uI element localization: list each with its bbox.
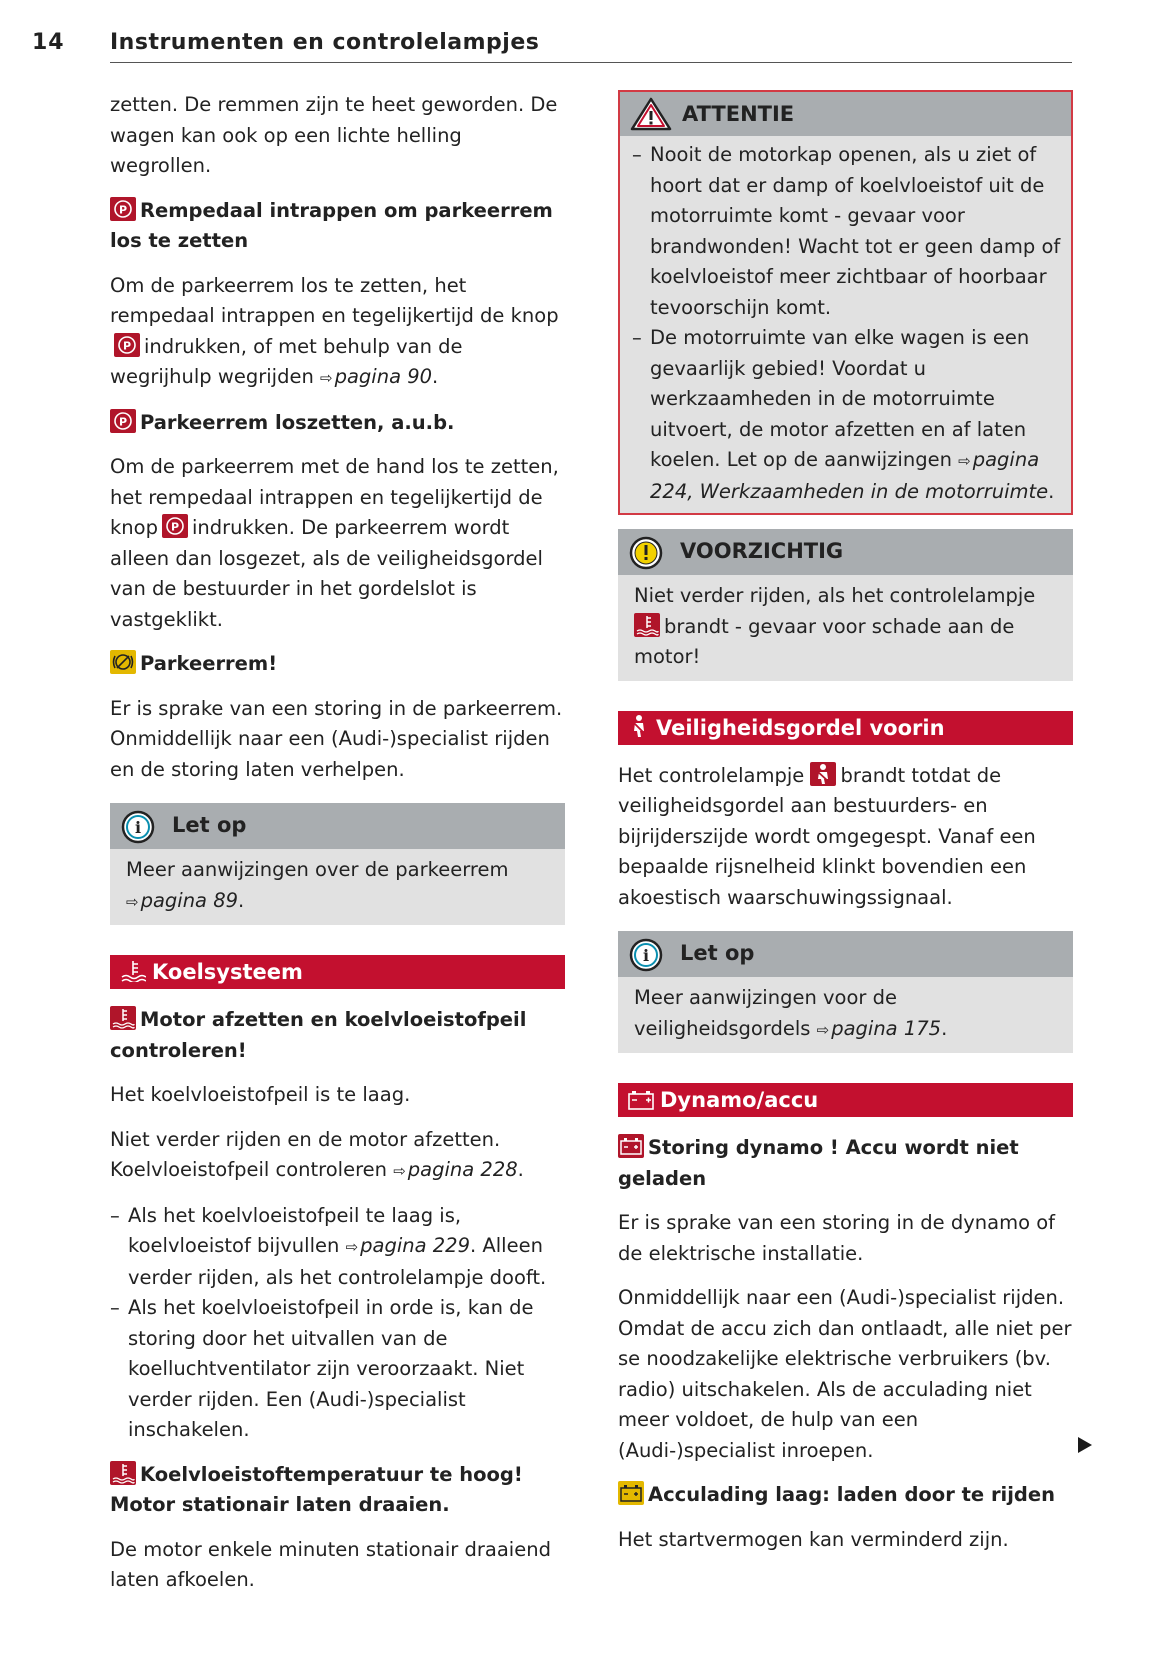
cooling-level-text: Het koelvloeistofpeil is te laag.: [110, 1083, 411, 1106]
release-please-text-a: Om de parkeerrem met de hand los te zetten, het rempedaal intrappen en tegelijkertijd de knop: [110, 455, 559, 539]
brake-p-icon: [110, 197, 136, 221]
cooling-level-heading-text: Motor afzetten en koelvloeistofpeil controleren!: [110, 1008, 527, 1062]
arrow-right-icon: ⇨: [958, 452, 971, 470]
caution-box: [618, 529, 1073, 681]
coolant-icon: [634, 613, 660, 637]
seatbelt-icon: [628, 714, 650, 748]
section-seatbelt: [618, 711, 1073, 745]
page-link[interactable]: [393, 1158, 517, 1181]
list-item-text: Als het koelvloeistofpeil te laag is, koelvloeistof bijvullen: [128, 1203, 462, 1257]
arrow-right-icon: ⇨: [393, 1162, 406, 1180]
belt-text-a: Het controlelampje: [618, 763, 805, 787]
attention-header: [620, 92, 1071, 136]
fault-text: Er is sprake van een storing in de parkeerrem. Onmiddellijk naar een (Audi-)specialist rijden en de storing laten verhelpen.: [110, 696, 563, 781]
caution-text-b: brandt - gevaar voor schade aan de motor!: [634, 614, 1015, 668]
cooling-stop-text-a: Niet verder rijden en de motor afzetten. Koelvloeistofpeil controleren: [110, 1127, 501, 1181]
note-box-belt: [618, 931, 1073, 1053]
svg-text:i: i: [134, 818, 142, 837]
attention-box: [618, 90, 1073, 515]
section-title: Koelsysteem: [152, 960, 303, 984]
page-link[interactable]: [346, 1234, 470, 1257]
temp-heading: [110, 1460, 565, 1521]
fault-heading: [110, 649, 565, 680]
arrow-right-icon: ⇨: [320, 369, 333, 387]
cooling-stop-text: Niet verder rijden en de motor afzetten. Koelvloeistofpeil controleren ⇨ pagina 228.: [110, 1127, 524, 1181]
note-body: Meer aanwijzingen over de parkeerrem ⇨ pagina 89.: [126, 858, 509, 912]
page-link-text: pagina 89: [140, 888, 239, 912]
temp-heading-text: Koelvloeistoftemperatuur te hoog! Motor stationair laten draaien.: [110, 1462, 523, 1516]
coolant-icon: [120, 958, 146, 992]
brake-fault-icon: [110, 650, 136, 674]
belt-text: [618, 761, 1073, 914]
note-box-brake: [110, 803, 565, 925]
brake-release-heading-text: Rempedaal intrappen om parkeerrem los te zetten: [110, 198, 553, 252]
cooling-level-heading: [110, 1005, 565, 1066]
brake-p-icon: [110, 409, 136, 433]
list-item: – Als het koelvloeistofpeil in orde is, kan de storing door het uitvallen van de koelluchtventilator zijn veroorzaakt. Niet verder rijden. Een (Audi-)specialist inschakelen.: [110, 1293, 565, 1446]
note-header: [618, 931, 1073, 977]
warning-triangle-icon: [630, 97, 672, 135]
section-title: Veiligheidsgordel voorin: [656, 715, 945, 740]
caution-icon: [628, 535, 664, 575]
brake-p-icon: [162, 514, 188, 538]
note-body: Meer aanwijzingen voor de veiligheidsgordels ⇨ pagina 175.: [634, 986, 948, 1040]
note-title: Let op: [172, 813, 247, 837]
caution-text-a: Niet verder rijden, als het controlelampje: [634, 584, 1036, 607]
attention-list: [620, 136, 1071, 513]
svg-text:P: P: [122, 339, 132, 352]
note-text: Meer aanwijzingen over de parkeerrem: [126, 858, 509, 881]
battery-icon: [618, 1481, 644, 1505]
page-link[interactable]: [320, 365, 432, 388]
brake-release-text-a: Om de parkeerrem los te zetten, het rempedaal intrappen en tegelijkertijd de knop: [110, 273, 559, 327]
charge-heading-text: Acculading laag: laden door te rijden: [648, 1483, 1055, 1506]
note-text: Meer aanwijzingen voor de veiligheidsgordels: [634, 986, 898, 1040]
release-please-heading-text: Parkeerrem loszetten, a.u.b.: [140, 410, 455, 434]
svg-text:P: P: [170, 520, 179, 534]
list-item: – Nooit de motorkap openen, als u ziet of hoort dat er damp of koelvloeistof uit de motorruimte komt - gevaar voor brandwonden! Wacht tot er geen damp of koelvloeistof meer zichtbaar of hoorbaar tevoorschijn komt.: [632, 140, 1061, 323]
battery-icon: [618, 1134, 644, 1158]
belt-text-b: brandt totdat de veiligheidsgordel aan bestuurders- en bijrijderszijde wordt omgegespt. Vanaf een bepaalde rijsnelheid klinkt bovendien een akoestisch waarschuwingssignaal.: [618, 763, 1036, 909]
release-please-heading: [110, 408, 565, 439]
page-title: Instrumenten en controlelampjes: [110, 30, 540, 55]
alternator-heading: [618, 1133, 1073, 1194]
section-alternator: [618, 1083, 1073, 1117]
release-please-text-b: indrukken. De parkeerrem wordt alleen dan losgezet, als de veiligheidsgordel van de bestuurder in het gordelslot is vastgeklikt.: [110, 516, 543, 631]
svg-text:P: P: [118, 203, 128, 216]
caution-body: [618, 575, 1073, 681]
alternator-text-2: Onmiddellijk naar een (Audi-)specialist rijden. Omdat de accu zich dan ontlaadt, alle niet per se noodzakelijke elektrische verbruikers (bv. radio) uitschakelen. Als de acculading niet meer voldoet, de hulp van een (Audi-)specialist inroepen.: [618, 1286, 1072, 1462]
seatbelt-icon: [810, 762, 836, 786]
alternator-heading-text: Storing dynamo ! Accu wordt niet geladen: [618, 1136, 1019, 1190]
brake-release-heading: [110, 196, 565, 257]
brake-p-icon: [114, 333, 140, 357]
brake-release-text: Om de parkeerrem los te zetten, het rempedaal intrappen en tegelijkertijd de knop P indrukken, of met behulp van de wegrijhulp wegrijden ⇨ pagina 90.: [110, 273, 559, 388]
release-please-text: [110, 452, 565, 635]
page-link-text: pagina 224, Werkzaamheden in de motorruimte: [650, 448, 1049, 503]
charge-text: Het startvermogen kan verminderd zijn.: [618, 1527, 1009, 1551]
section-title: Dynamo/accu: [660, 1088, 819, 1112]
battery-icon: [628, 1086, 654, 1120]
page-link-text: pagina 228: [407, 1158, 518, 1181]
page-link-text: pagina 229: [360, 1234, 470, 1257]
page-link-text: pagina 175: [831, 1016, 942, 1040]
right-column: [618, 90, 1073, 1569]
page-link[interactable]: [817, 1017, 941, 1040]
charge-heading: [618, 1480, 1073, 1511]
list-item-text: . Alleen verder rijden, als het controlelampje dooft.: [128, 1234, 547, 1289]
arrow-right-icon: ⇨: [126, 892, 139, 911]
alternator-text: Er is sprake van een storing in de dynamo of de elektrische installatie.: [618, 1211, 1056, 1265]
cooling-steps-list: [110, 1201, 565, 1446]
section-cooling: [110, 955, 565, 989]
attention-title: ATTENTIE: [682, 102, 795, 126]
left-column: [110, 90, 565, 1610]
caution-header: [618, 529, 1073, 575]
brake-release-text-b: indrukken, of met behulp van de wegrijhulp wegrijden: [110, 334, 463, 388]
list-item: – De motorruimte van elke wagen is een gevaarlijk gebied! Voordat u werkzaamheden in de motorruimte uitvoert, de motor afzetten en af laten koelen. Let op de aanwijzingen ⇨ pagina 224, Werkzaamheden in de motorruimte.: [632, 323, 1061, 507]
page-link-text: pagina 90: [334, 365, 433, 388]
info-icon: [120, 809, 156, 849]
note-header: [110, 803, 565, 849]
coolant-icon: [110, 1006, 136, 1030]
fault-heading-text: Parkeerrem!: [140, 652, 278, 675]
page-number: 14: [32, 30, 65, 55]
temp-text: De motor enkele minuten stationair draaiend laten afkoelen.: [110, 1537, 551, 1591]
info-icon: [628, 937, 664, 977]
svg-text:P: P: [118, 415, 128, 428]
note-title: Let op: [680, 941, 755, 965]
continue-arrow-icon[interactable]: [1078, 1437, 1092, 1453]
arrow-right-icon: ⇨: [345, 1238, 359, 1256]
list-item: [110, 1201, 565, 1294]
intro-text: zetten. De remmen zijn te heet geworden. De wagen kan ook op een lichte helling wegrollen.: [110, 93, 558, 177]
svg-text:i: i: [642, 946, 650, 965]
header-divider: [110, 62, 1072, 63]
page-link[interactable]: [126, 889, 238, 912]
coolant-icon: [110, 1461, 136, 1485]
list-item-text: De motorruimte van elke wagen is een gevaarlijk gebied! Voordat u werkzaamheden in de motorruimte uitvoert, de motor afzetten en af laten koelen. Let op de aanwijzingen: [650, 326, 1030, 471]
arrow-right-icon: ⇨: [816, 1020, 830, 1039]
page-header: [0, 0, 1165, 70]
caution-title: VOORZICHTIG: [680, 539, 844, 563]
